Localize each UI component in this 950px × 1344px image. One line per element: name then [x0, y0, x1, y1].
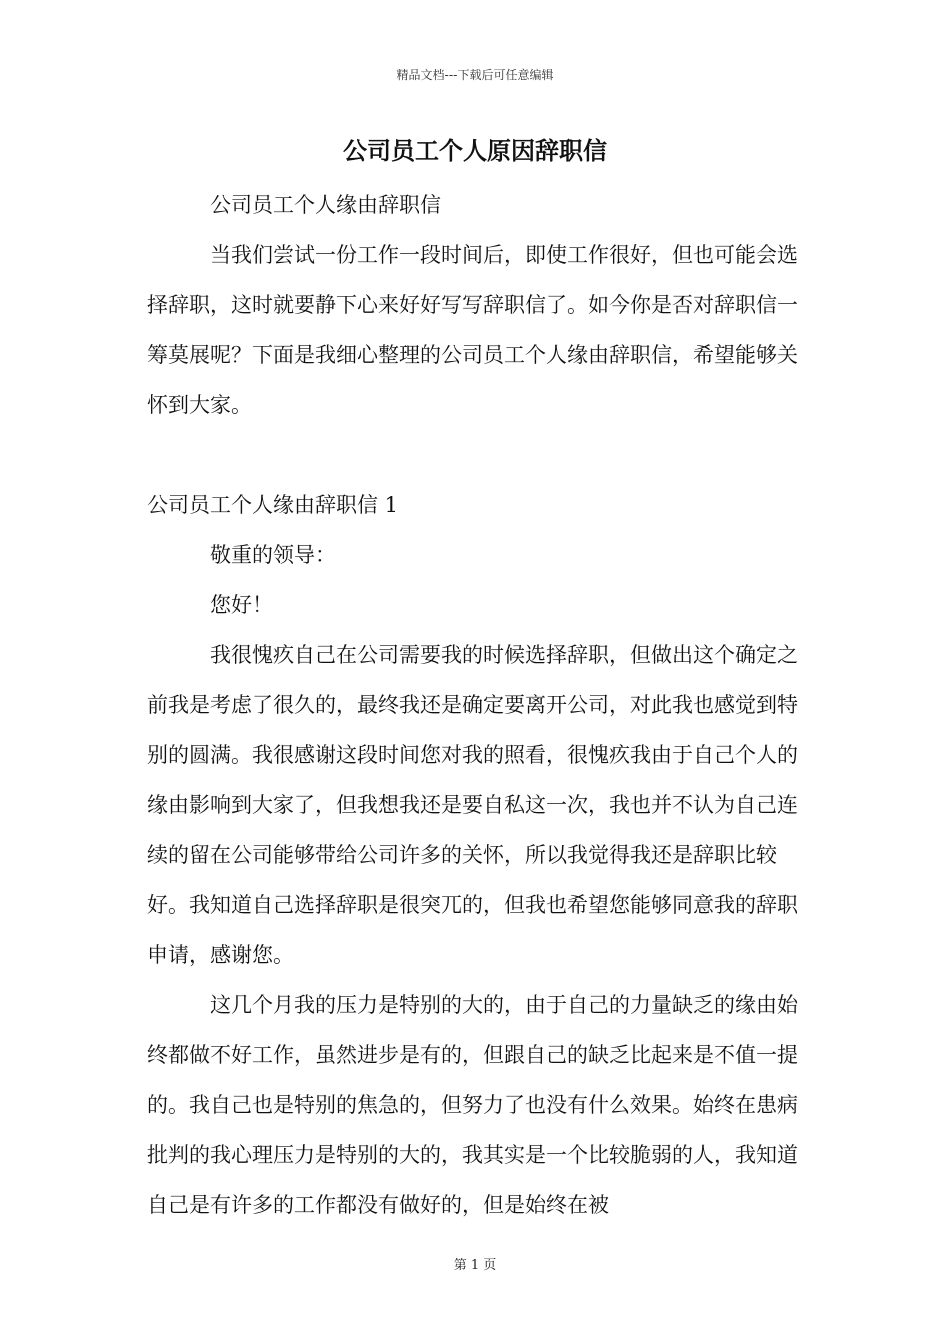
document-title: 公司员工个人原因辞职信	[343, 136, 607, 165]
paragraph-spacer	[147, 430, 807, 480]
intro-paragraph: 当我们尝试一份工作一段时间后，即使工作很好，但也可能会选择辞职，这时就要静下心来好好写写辞职信了。如今你是否对辞职信一筹莫展呢？下面是我细心整理的公司员工个人缘由辞职信，希望能够关怀到大家。	[147, 243, 798, 417]
document-subtitle: 公司员工个人缘由辞职信	[210, 193, 441, 217]
section-heading: 公司员工个人缘由辞职信 1	[147, 493, 399, 517]
greeting: 您好！	[210, 593, 273, 617]
page-header: 精品文档---下载后可任意编辑	[396, 68, 554, 82]
salutation: 敬重的领导：	[210, 543, 336, 567]
letter-paragraph-1: 我很愧疚自己在公司需要我的时候选择辞职，但做出这个确定之前我是考虑了很久的，最终我还是确定要离开公司，对此我也感觉到特别的圆满。我很感谢这段时间您对我的照看，很愧疚我由于自己个人的缘由影响到大家了，但我想我还是要自私这一次，我也并不认为自己连续的留在公司能够带给公司许多的关怀，所以我觉得我还是辞职比较好。我知道自己选择辞职是很突兀的，但我也希望您能够同意我的辞职申请，感谢您。	[147, 643, 798, 967]
document-body	[147, 180, 807, 1230]
letter-paragraph-2: 这几个月我的压力是特别的大的，由于自己的力量缺乏的缘由始终都做不好工作，虽然进步是有的，但跟自己的缺乏比起来是不值一提的。我自己也是特别的焦急的，但努力了也没有什么效果。始终在患病批判的我心理压力是特别的大的，我其实是一个比较脆弱的人，我知道自己是有许多的工作都没有做好的，但是始终在被	[147, 993, 798, 1217]
page-number: 第 1 页	[453, 1258, 497, 1273]
